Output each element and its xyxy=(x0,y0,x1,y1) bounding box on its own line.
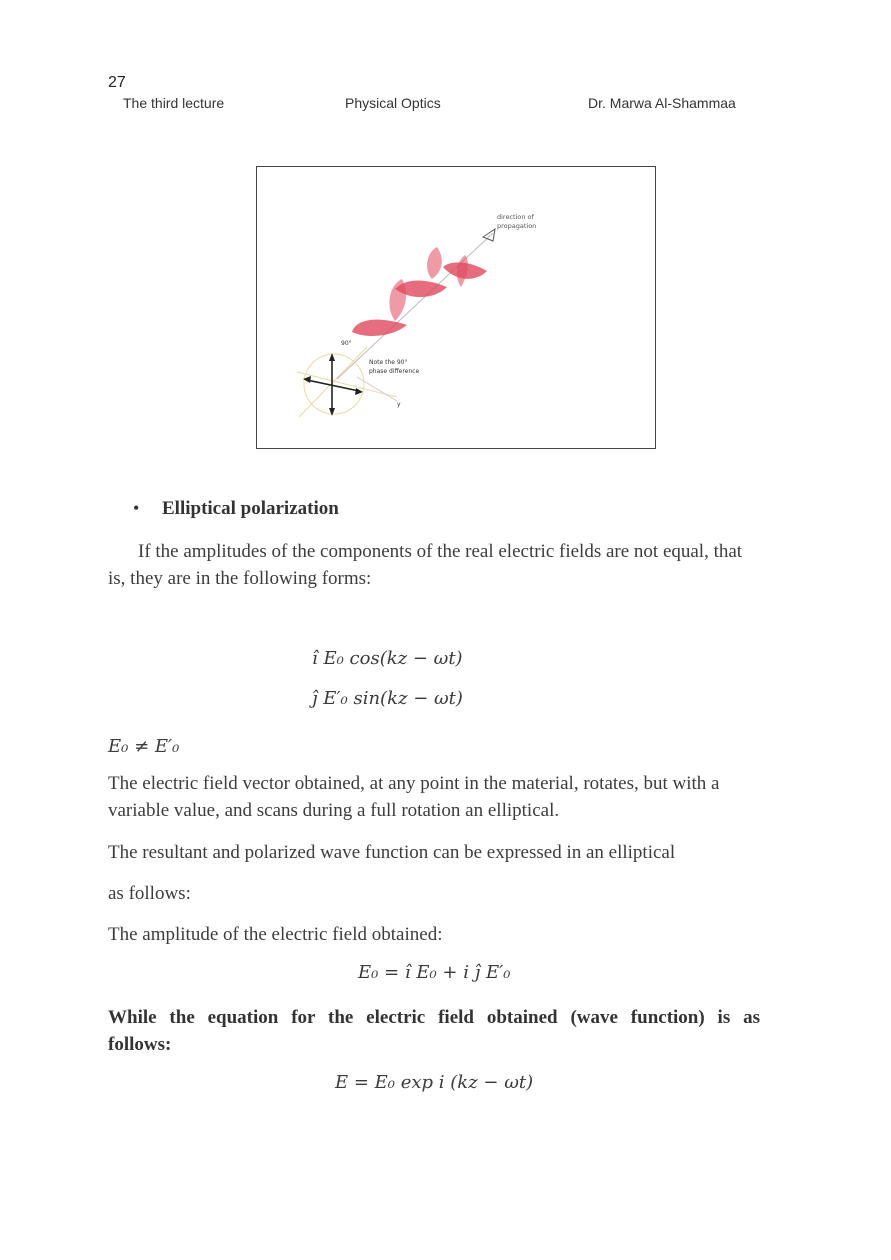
inequality: E₀ ≠ E′₀ xyxy=(108,736,180,757)
label-axis-y: y xyxy=(397,401,401,408)
axis-line-x xyxy=(297,372,397,397)
vertical-arrow-head-bottom xyxy=(329,408,335,416)
wave-lobe-horizontal-1 xyxy=(352,320,407,336)
equation-x-component: ı̂ E₀ cos(kz − ωt) xyxy=(312,648,463,669)
equation-amplitude: E₀ = ı̂ E₀ + i ȷ̂ E′₀ xyxy=(358,962,511,983)
paragraph-amplitude: The amplitude of the electric field obtained: xyxy=(108,924,443,945)
wave-lobe-vertical-3 xyxy=(457,255,468,287)
section-title: Elliptical polarization xyxy=(162,498,339,519)
header-course: Physical Optics xyxy=(345,95,441,111)
label-direction-2: propagation xyxy=(497,222,537,230)
wave-lobe-vertical-1 xyxy=(389,279,406,321)
equation-wave-function: E = E₀ exp i (kz − ωt) xyxy=(335,1072,534,1093)
label-note-2: phase difference xyxy=(369,368,420,375)
propagation-arrow xyxy=(483,229,495,241)
propagation-axis xyxy=(337,233,493,379)
axis-circle xyxy=(304,354,364,414)
paragraph-wave-function: While the equation for the electric field obtained (wave function) is as follows: xyxy=(108,1007,760,1055)
wave-lobe-vertical-2 xyxy=(427,247,442,279)
page-number: 27 xyxy=(108,74,126,91)
header-lecture: The third lecture xyxy=(123,95,225,111)
header-author: Dr. Marwa Al-Shammaa xyxy=(588,95,736,111)
wave-diagram xyxy=(257,167,655,448)
equation-y-component: ȷ̂ E′₀ sin(kz − ωt) xyxy=(312,688,463,709)
polarization-figure xyxy=(256,166,656,449)
paragraph-as-follows: as follows: xyxy=(108,883,191,904)
label-angle: 90° xyxy=(341,340,352,347)
paragraph-rotation: The electric field vector obtained, at any point in the material, rotates, but with a variable value, and scans during a full rotation an elliptical. xyxy=(108,773,720,821)
bullet: • xyxy=(133,498,140,518)
paragraph-intro: If the amplitudes of the components of the real electric fields are not equal, that is, they are in the following forms: xyxy=(108,541,743,589)
label-direction-1: direction of xyxy=(497,213,534,221)
paragraph-resultant: The resultant and polarized wave function can be expressed in an elliptical xyxy=(108,842,676,863)
label-note-1: Note the 90° xyxy=(369,359,408,366)
